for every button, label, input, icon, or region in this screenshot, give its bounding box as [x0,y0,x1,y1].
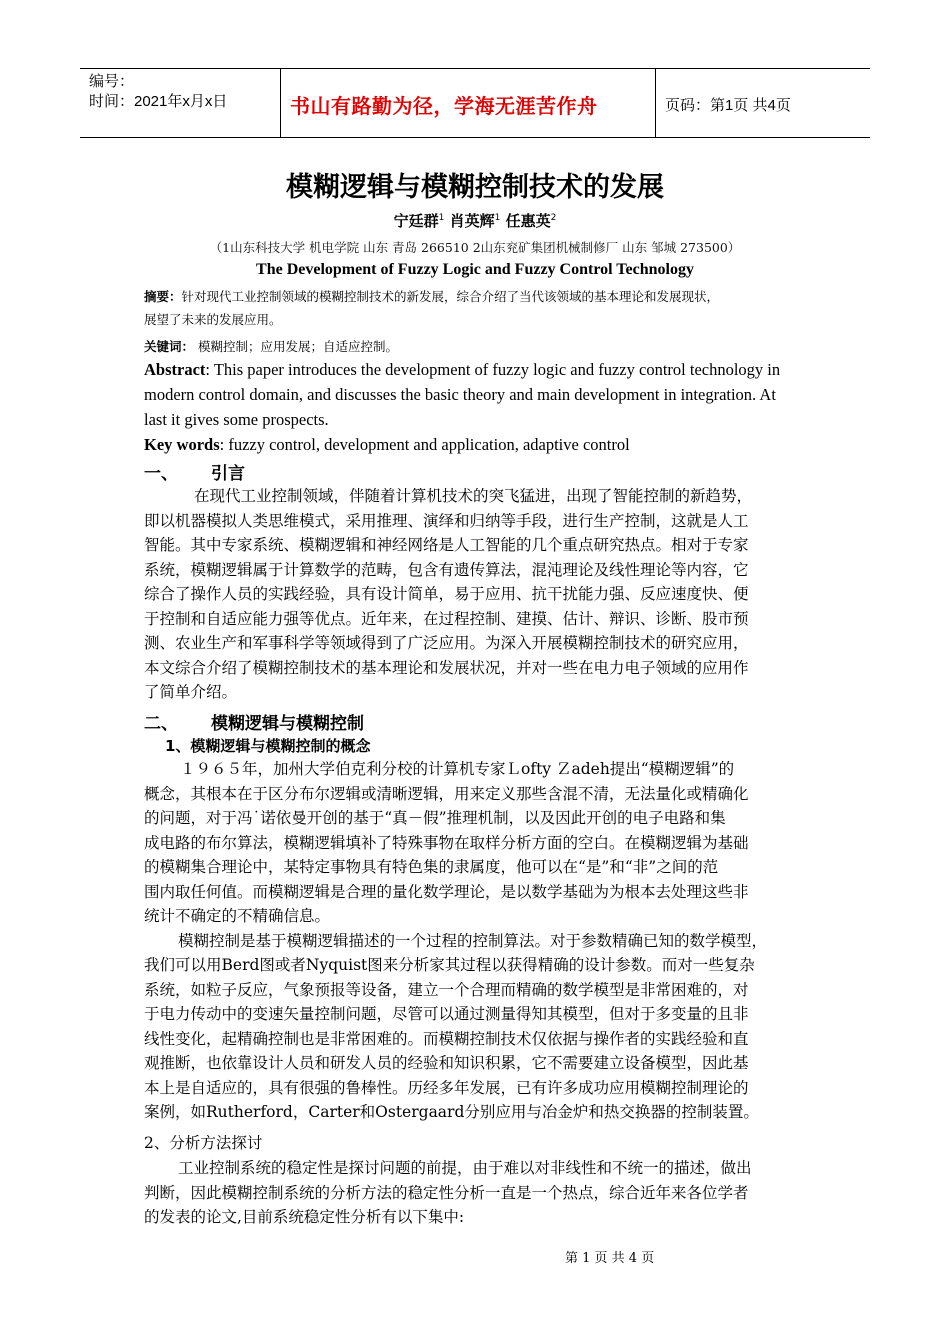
author-name: 任惠英 [505,212,551,230]
keywords-cn [144,335,398,358]
english-title: The Development of Fuzzy Logic and Fuzzy Control Technology [256,261,694,278]
header-divider [280,69,281,137]
author-affil-mark: 1 [438,213,445,223]
abstract-en-label: Abstract [144,360,206,379]
text-line: 本上是自适应的，具有很强的鲁棒性。历经多年发展，已有许多成功应用模糊控制理论的 [144,1078,749,1097]
header-divider [655,69,656,137]
section-1-title: 引言 [211,464,245,484]
text-line: 工业控制系统的稳定性是探讨问题的前提，由于难以对非线性和不统一的描述，做出 [178,1159,752,1177]
abstract-en-line2: modern control domain, and discusses the basic theory and main development in integration. At [144,385,776,404]
author-affil-mark: 2 [550,213,557,223]
doc-date: 时间：2021年x月x日 [89,93,228,110]
text-line: 的模糊集合理论中，某特定事物具有特色集的隶属度，他可以在“是”和“非”之间的范 [144,858,719,876]
text-line: 综合了操作人员的实践经验，具有设计简单，易于应用、抗干扰能力强、反应速度快、便 [144,585,749,603]
author-name: 宁廷群 [393,212,439,230]
keywords-cn-text: 模糊控制；应用发展；自适应控制。 [198,339,399,354]
text-line: 案例，如Rutherford，Carter和Ostergaard分别应用与冶金炉和热交换器的控制装置。 [144,1103,759,1121]
subsection-2-2-title: 2、分析方法探讨 [144,1134,263,1152]
abstract-en [144,357,780,382]
text-line: 判断，因此模糊控制系统的分析方法的稳定性分析一直是一个热点，综合近年来各位学者 [144,1183,749,1202]
abstract-en-line3: last it gives some prospects. [144,410,329,429]
text-line: 统计不确定的不精确信息。 [144,907,331,925]
section-2-number: 二、 [144,714,178,734]
text-line: 的发表的论文,目前系统稳定性分析有以下集中: [144,1208,465,1226]
text-line: 模糊控制是基于模糊逻辑描述的一个过程的控制算法。对于参数精确已知的数学模型， [178,931,768,950]
page-footer: 第 1 页 共 4 页 [565,1251,655,1266]
keywords-en-text: : fuzzy control, development and application, adaptive control [219,435,630,454]
header-motto: 书山有路勤为径，学海无涯苦作舟 [290,94,598,118]
text-line: 系统，如粒子反应，气象预报等设备，建立一个合理而精确的数学模型是非常困难的，对 [144,980,749,999]
text-line: 了简单介绍。 [144,683,238,701]
abstract-cn-line2: 展望了未来的发展应用。 [144,312,282,327]
abstract-cn-text: 针对现代工业控制领域的模糊控制技术的新发展，综合介绍了当代该领域的基本理论和发展现状， [181,289,720,304]
text-line: １９６５年，加州大学伯克利分校的计算机专家Ｌofty Ｚadeh提出“模糊逻辑”的 [180,760,735,778]
author-affil-mark: 1 [494,213,501,223]
section-1-number: 一、 [144,464,178,484]
text-line: 我们可以用Berd图或者Nyquist图来分析家其过程以获得精确的设计参数。而对一些复杂 [144,956,755,974]
affiliation: （1山东科技大学 机电学院 山东 青岛 266510 2山东兖矿集团机械制修厂 山东 邹城 273500） [209,240,741,255]
text-line: 智能。其中专家系统、模糊逻辑和神经网络是人工智能的几个重点研究热点。相对于专家 [144,536,749,554]
abstract-cn [144,285,824,308]
author-list [0,210,950,231]
text-line: 测、农业生产和军事科学等领域得到了广泛应用。为深入开展模糊控制技术的研究应用， [144,634,749,652]
text-line: 线性变化，起精确控制也是非常困难的。而模糊控制技术仅依据与操作者的实践经验和直 [144,1029,749,1048]
text-line: 观推断，也依靠设计人员和研发人员的经验和知识积累，它不需要建立设备模型，因此基 [144,1054,749,1072]
text-line: 即以机器模拟人类思维模式，采用推理、演绎和归纳等手段，进行生产控制，这就是人工 [144,511,749,530]
text-line: 概念，其根本在于区分布尔逻辑或清晰逻辑，用来定义那些含混不清，无法量化或精确化 [144,784,749,803]
text-line: 系统，模糊逻辑属于计算数学的范畴，包含有遗传算法，混沌理论及线性理论等内容，它 [144,560,749,579]
header-page-info: 页码：第1页 共4页 [665,97,791,114]
text-line: 于控制和自适应能力强等优点。近年来，在过程控制、建摸、估计、辩识、诊断、股市预 [144,609,749,628]
keywords-en [144,432,630,457]
keywords-cn-label: 关键词： [144,339,195,354]
abstract-en-text: : This paper introduces the development of fuzzy logic and fuzzy control technology in [205,360,781,379]
subsection-2-1-title: 1、模糊逻辑与模糊控制的概念 [165,737,371,755]
doc-number-label: 编号： [89,73,135,90]
text-line: 围内取任何值。而模糊逻辑是合理的量化数学理论，是以数学基础为为根本去处理这些非 [144,882,749,901]
text-line: 成电路的布尔算法，模糊逻辑填补了特殊事物在取样分析方面的空白。在模糊逻辑为基础 [144,833,749,852]
text-line: 在现代工业控制领域，伴随着计算机技术的突飞猛进，出现了智能控制的新趋势， [194,487,753,505]
section-2-title: 模糊逻辑与模糊控制 [211,714,364,734]
keywords-en-label: Key words [144,435,220,454]
text-line: 的问题，对于冯˙诺依曼开创的基于“真－假”推理机制，以及因此开创的电子电路和集 [144,809,726,827]
author-name: 肖英辉 [449,212,495,230]
subsection-2-1-body [144,757,814,1125]
text-line: 本文综合介绍了模糊控制技术的基本理论和发展状况，并对一些在电力电子领域的应用作 [144,658,749,677]
subsection-2-2-body [144,1156,814,1230]
paper-title: 模糊逻辑与模糊控制技术的发展 [286,172,664,203]
abstract-cn-label: 摘要： [144,289,182,304]
text-line: 于电力传动中的变速矢量控制问题，尽管可以通过测量得知其模型，但对于多变量的且非 [144,1005,749,1023]
section-1-body [144,484,814,705]
